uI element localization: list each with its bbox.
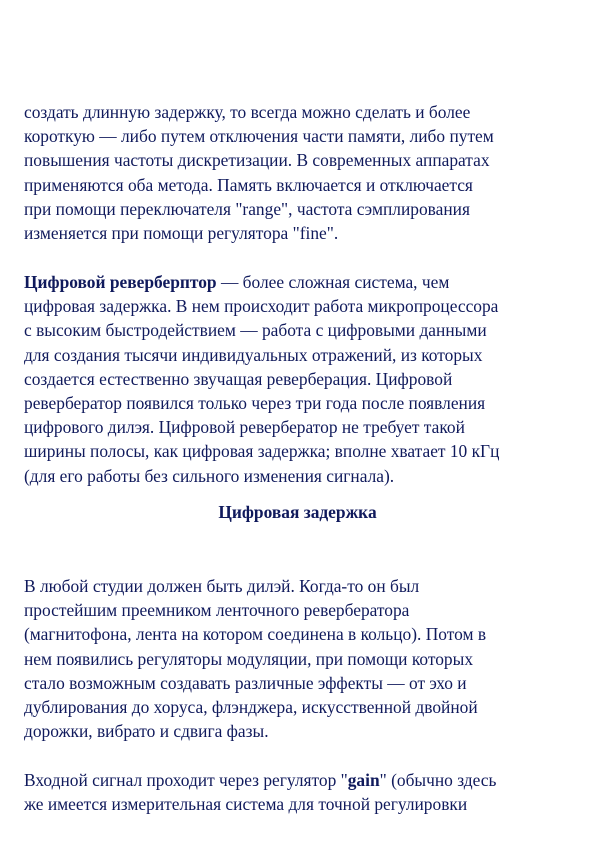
text-fragment: Входной сигнал проходит через регулятор " xyxy=(24,770,348,790)
text-line xyxy=(24,270,576,294)
text-line: дублирования до хоруса, флэнджера, искусственной двойной xyxy=(24,696,478,717)
text-fragment: " (обычно здесь xyxy=(379,770,497,790)
text-line: ширины полосы, как цифровая задержка; вполне хватает 10 кГц xyxy=(24,441,500,462)
text-fragment: — более сложная система, чем xyxy=(216,272,450,292)
text-line: создать длинную задержку, то всегда можно сделать и более xyxy=(24,102,471,122)
term-gain: gain xyxy=(347,770,380,790)
paragraph-studio-delay xyxy=(24,574,576,743)
text-line: ревербератор появился только через три года после появления xyxy=(24,392,486,413)
text-line: (для его работы без сильного изменения сигнала). xyxy=(24,465,395,486)
text-line: изменяется при помощи регулятора "fine". xyxy=(24,222,339,243)
text-line: создается естественно звучащая реверберация. Цифровой xyxy=(24,368,453,389)
term-digital-reverb: Цифровой реверберптор xyxy=(24,272,217,292)
text-line: повышения частоты дискретизации. В современных аппаратах xyxy=(24,150,490,171)
text-line xyxy=(24,768,576,792)
text-line: (магнитофона, лента на котором соединена в кольцо). Потом в xyxy=(24,624,487,645)
text-line: применяются оба метода. Память включается и отключается xyxy=(24,174,473,195)
paragraph-input-gain xyxy=(24,768,576,816)
text-line: стало возможным создавать различные эффекты — от эхо и xyxy=(24,672,467,693)
text-line: цифровая задержка. В нем происходит работа микропроцессора xyxy=(24,296,499,317)
text-line: при помощи переключателя "range", частота сэмплирования xyxy=(24,198,470,219)
paragraph-digital-reverb xyxy=(24,270,576,488)
text-line: дорожки, вибрато и сдвига фазы. xyxy=(24,721,269,742)
text-line: нем появились регуляторы модуляции, при помощи которых xyxy=(24,648,474,669)
paragraph-delay-memory xyxy=(24,100,576,245)
section-heading: Цифровая задержка xyxy=(218,502,377,522)
text-line: В любой студии должен быть дилэй. Когда-то он был xyxy=(24,576,420,596)
text-line: короткую — либо путем отключения части памяти, либо путем xyxy=(24,126,494,147)
text-line: с высоким быстродействием — работа с цифровыми данными xyxy=(24,320,487,341)
text-line: же имеется измерительная система для точной регулировки xyxy=(24,794,468,815)
text-line: цифрового дилэя. Цифровой ревербератор не требует такой xyxy=(24,417,465,438)
text-line: простейшим преемником ленточного ревербератора xyxy=(24,600,410,621)
text-line: для создания тысячи индивидуальных отражений, из которых xyxy=(24,344,483,365)
